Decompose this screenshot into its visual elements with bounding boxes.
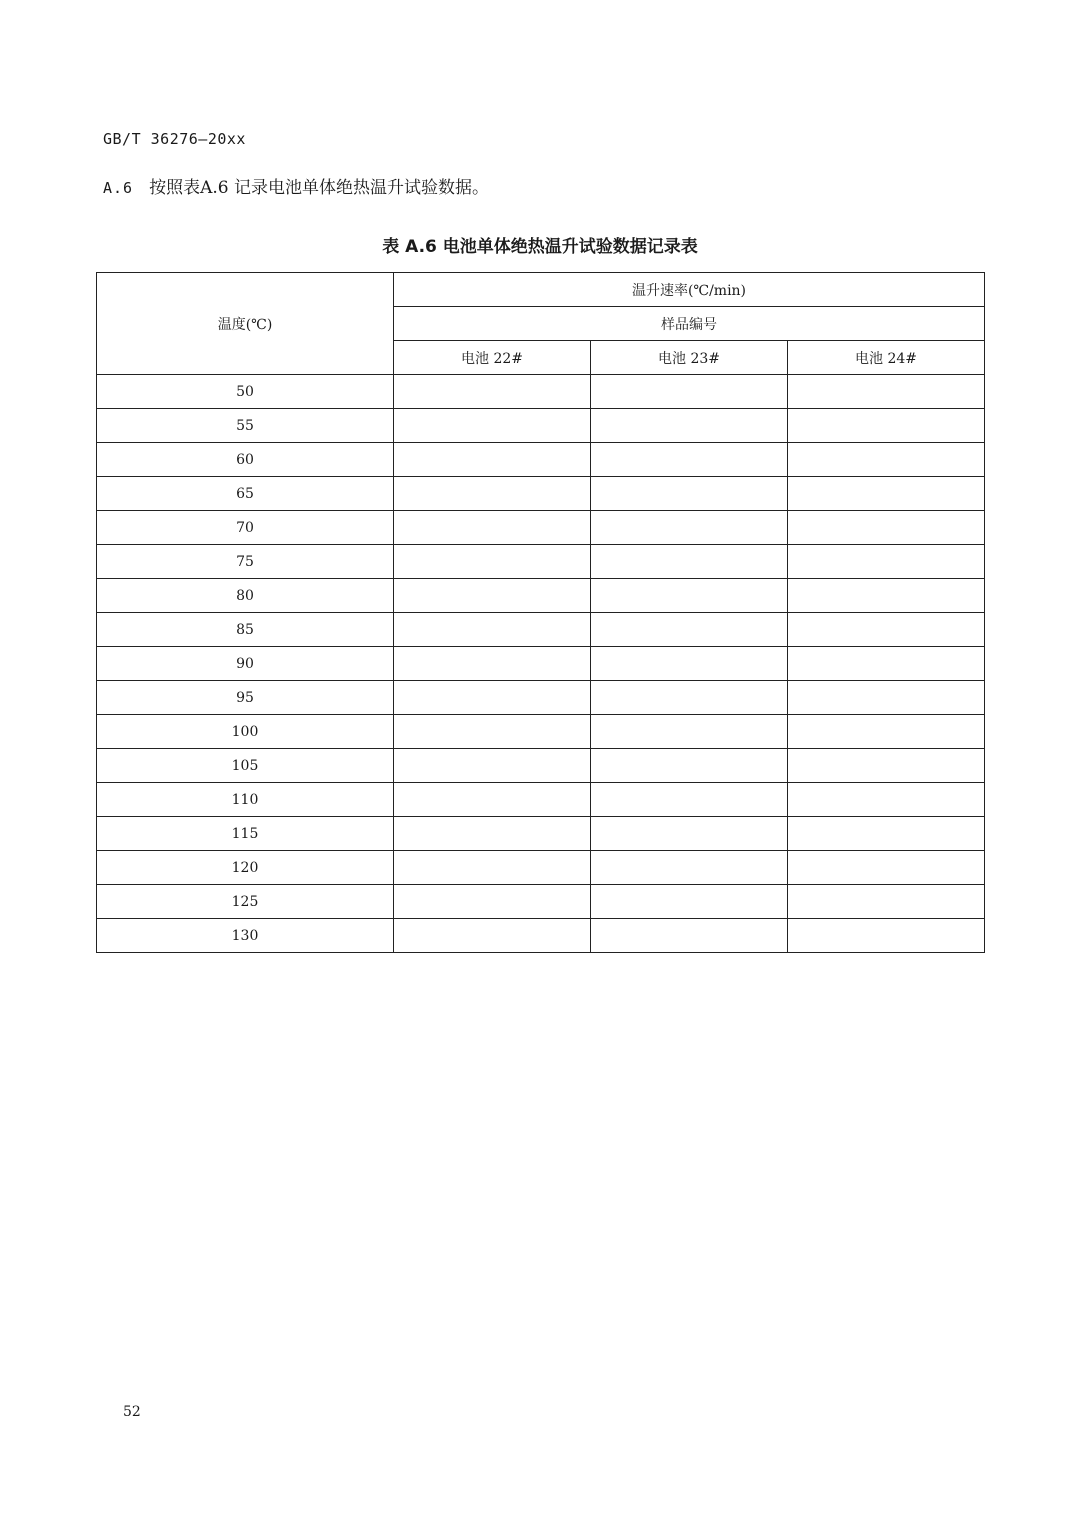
- rate-entry-cell: [394, 477, 591, 511]
- rate-entry-cell: [394, 919, 591, 953]
- rate-entry-cell: [788, 885, 985, 919]
- rate-entry-cell: [394, 715, 591, 749]
- table-row: [97, 919, 985, 953]
- rate-entry-cell: [591, 783, 788, 817]
- rate-entry-cell: [394, 817, 591, 851]
- rate-entry-cell: [788, 579, 985, 613]
- column-header-battery-24: 电池 24#: [788, 341, 985, 375]
- column-header-battery-23: 电池 23#: [591, 341, 788, 375]
- rate-entry-cell: [394, 749, 591, 783]
- rate-entry-cell: [788, 783, 985, 817]
- rate-entry-cell: [394, 647, 591, 681]
- rate-entry-cell: [394, 443, 591, 477]
- temperature-cell: 55: [97, 409, 394, 443]
- table-title: 表 A.6 电池单体绝热温升试验数据记录表: [382, 237, 698, 257]
- clause-number: A.6: [103, 179, 134, 197]
- table-row: [97, 511, 985, 545]
- rate-entry-cell: [394, 579, 591, 613]
- rate-entry-cell: [591, 579, 788, 613]
- table-row: [97, 613, 985, 647]
- standard-code: GB/T 36276—20xx: [103, 130, 246, 148]
- temperature-cell: 110: [97, 783, 394, 817]
- table-row: [97, 851, 985, 885]
- table-row: [97, 409, 985, 443]
- temperature-cell: 50: [97, 375, 394, 409]
- temperature-cell: 90: [97, 647, 394, 681]
- column-header-battery-22: 电池 22#: [394, 341, 591, 375]
- rate-entry-cell: [788, 817, 985, 851]
- rate-entry-cell: [591, 749, 788, 783]
- rate-entry-cell: [394, 409, 591, 443]
- table-row: [97, 681, 985, 715]
- temperature-cell: 115: [97, 817, 394, 851]
- rate-entry-cell: [394, 681, 591, 715]
- temperature-cell: 120: [97, 851, 394, 885]
- rate-entry-cell: [788, 613, 985, 647]
- table-row: [97, 715, 985, 749]
- rate-entry-cell: [591, 681, 788, 715]
- rate-entry-cell: [591, 545, 788, 579]
- temperature-header: 温度(℃): [97, 273, 394, 375]
- temperature-cell: 75: [97, 545, 394, 579]
- rate-entry-cell: [591, 511, 788, 545]
- temperature-cell: 60: [97, 443, 394, 477]
- temperature-cell: 130: [97, 919, 394, 953]
- rate-entry-cell: [591, 477, 788, 511]
- rate-entry-cell: [591, 885, 788, 919]
- rate-entry-cell: [788, 375, 985, 409]
- temperature-cell: 85: [97, 613, 394, 647]
- temperature-cell: 70: [97, 511, 394, 545]
- rate-entry-cell: [788, 919, 985, 953]
- rate-entry-cell: [591, 851, 788, 885]
- temperature-cell: 105: [97, 749, 394, 783]
- table-row: [97, 545, 985, 579]
- rate-entry-cell: [788, 681, 985, 715]
- rate-entry-cell: [591, 443, 788, 477]
- rate-entry-cell: [394, 613, 591, 647]
- rate-entry-cell: [591, 375, 788, 409]
- rate-entry-cell: [788, 749, 985, 783]
- table-row: [97, 647, 985, 681]
- rate-entry-cell: [394, 511, 591, 545]
- rate-entry-cell: [394, 783, 591, 817]
- temperature-cell: 65: [97, 477, 394, 511]
- rate-entry-cell: [591, 817, 788, 851]
- rate-entry-cell: [394, 545, 591, 579]
- rate-entry-cell: [788, 477, 985, 511]
- rate-entry-cell: [591, 613, 788, 647]
- table-row: [97, 885, 985, 919]
- table-row: [97, 817, 985, 851]
- rate-entry-cell: [788, 511, 985, 545]
- rate-entry-cell: [591, 919, 788, 953]
- table-row: [97, 783, 985, 817]
- rate-entry-cell: [788, 443, 985, 477]
- table-row: [97, 375, 985, 409]
- rate-entry-cell: [394, 375, 591, 409]
- record-table: [96, 272, 985, 953]
- sample-id-header: 样品编号: [394, 307, 985, 341]
- table-header: [97, 273, 985, 375]
- temperature-cell: 95: [97, 681, 394, 715]
- clause-paragraph: [103, 176, 489, 200]
- rate-entry-cell: [788, 409, 985, 443]
- table-row: [97, 579, 985, 613]
- rate-entry-cell: [788, 545, 985, 579]
- table-row: [97, 443, 985, 477]
- rate-entry-cell: [591, 647, 788, 681]
- table-body: [97, 375, 985, 953]
- table-row: [97, 749, 985, 783]
- rate-entry-cell: [394, 851, 591, 885]
- rate-entry-cell: [788, 851, 985, 885]
- rate-entry-cell: [788, 647, 985, 681]
- clause-text: 按照表A.6 记录电池单体绝热温升试验数据。: [149, 178, 489, 198]
- temperature-cell: 80: [97, 579, 394, 613]
- rate-entry-cell: [591, 715, 788, 749]
- rate-entry-cell: [788, 715, 985, 749]
- table-row: [97, 477, 985, 511]
- rate-entry-cell: [394, 885, 591, 919]
- rate-entry-cell: [591, 409, 788, 443]
- heating-rate-header: 温升速率(℃/min): [394, 273, 985, 307]
- page-number: 52: [123, 1404, 141, 1420]
- temperature-cell: 100: [97, 715, 394, 749]
- temperature-cell: 125: [97, 885, 394, 919]
